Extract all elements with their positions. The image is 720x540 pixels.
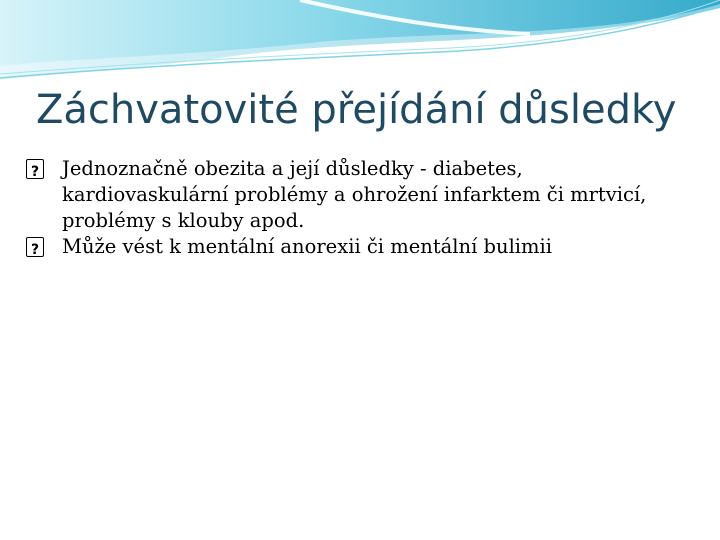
bullet-item [26,156,676,234]
bullet-item [26,234,676,260]
bullet-text: Může vést k mentální anorexii či mentální bulimii [62,235,553,258]
bullet-list [26,156,676,260]
header-wave-decoration [0,0,720,90]
slide-title: Záchvatovité přejídání důsledky [36,87,677,133]
missing-glyph-box-icon [26,237,44,257]
bullet-text: Jednoznačně obezita a její důsledky - diabetes, kardiovaskulární problémy a ohrožení infarktem či mrtvicí, problémy s klouby apod. [62,157,647,232]
missing-glyph-box-icon [26,159,44,179]
